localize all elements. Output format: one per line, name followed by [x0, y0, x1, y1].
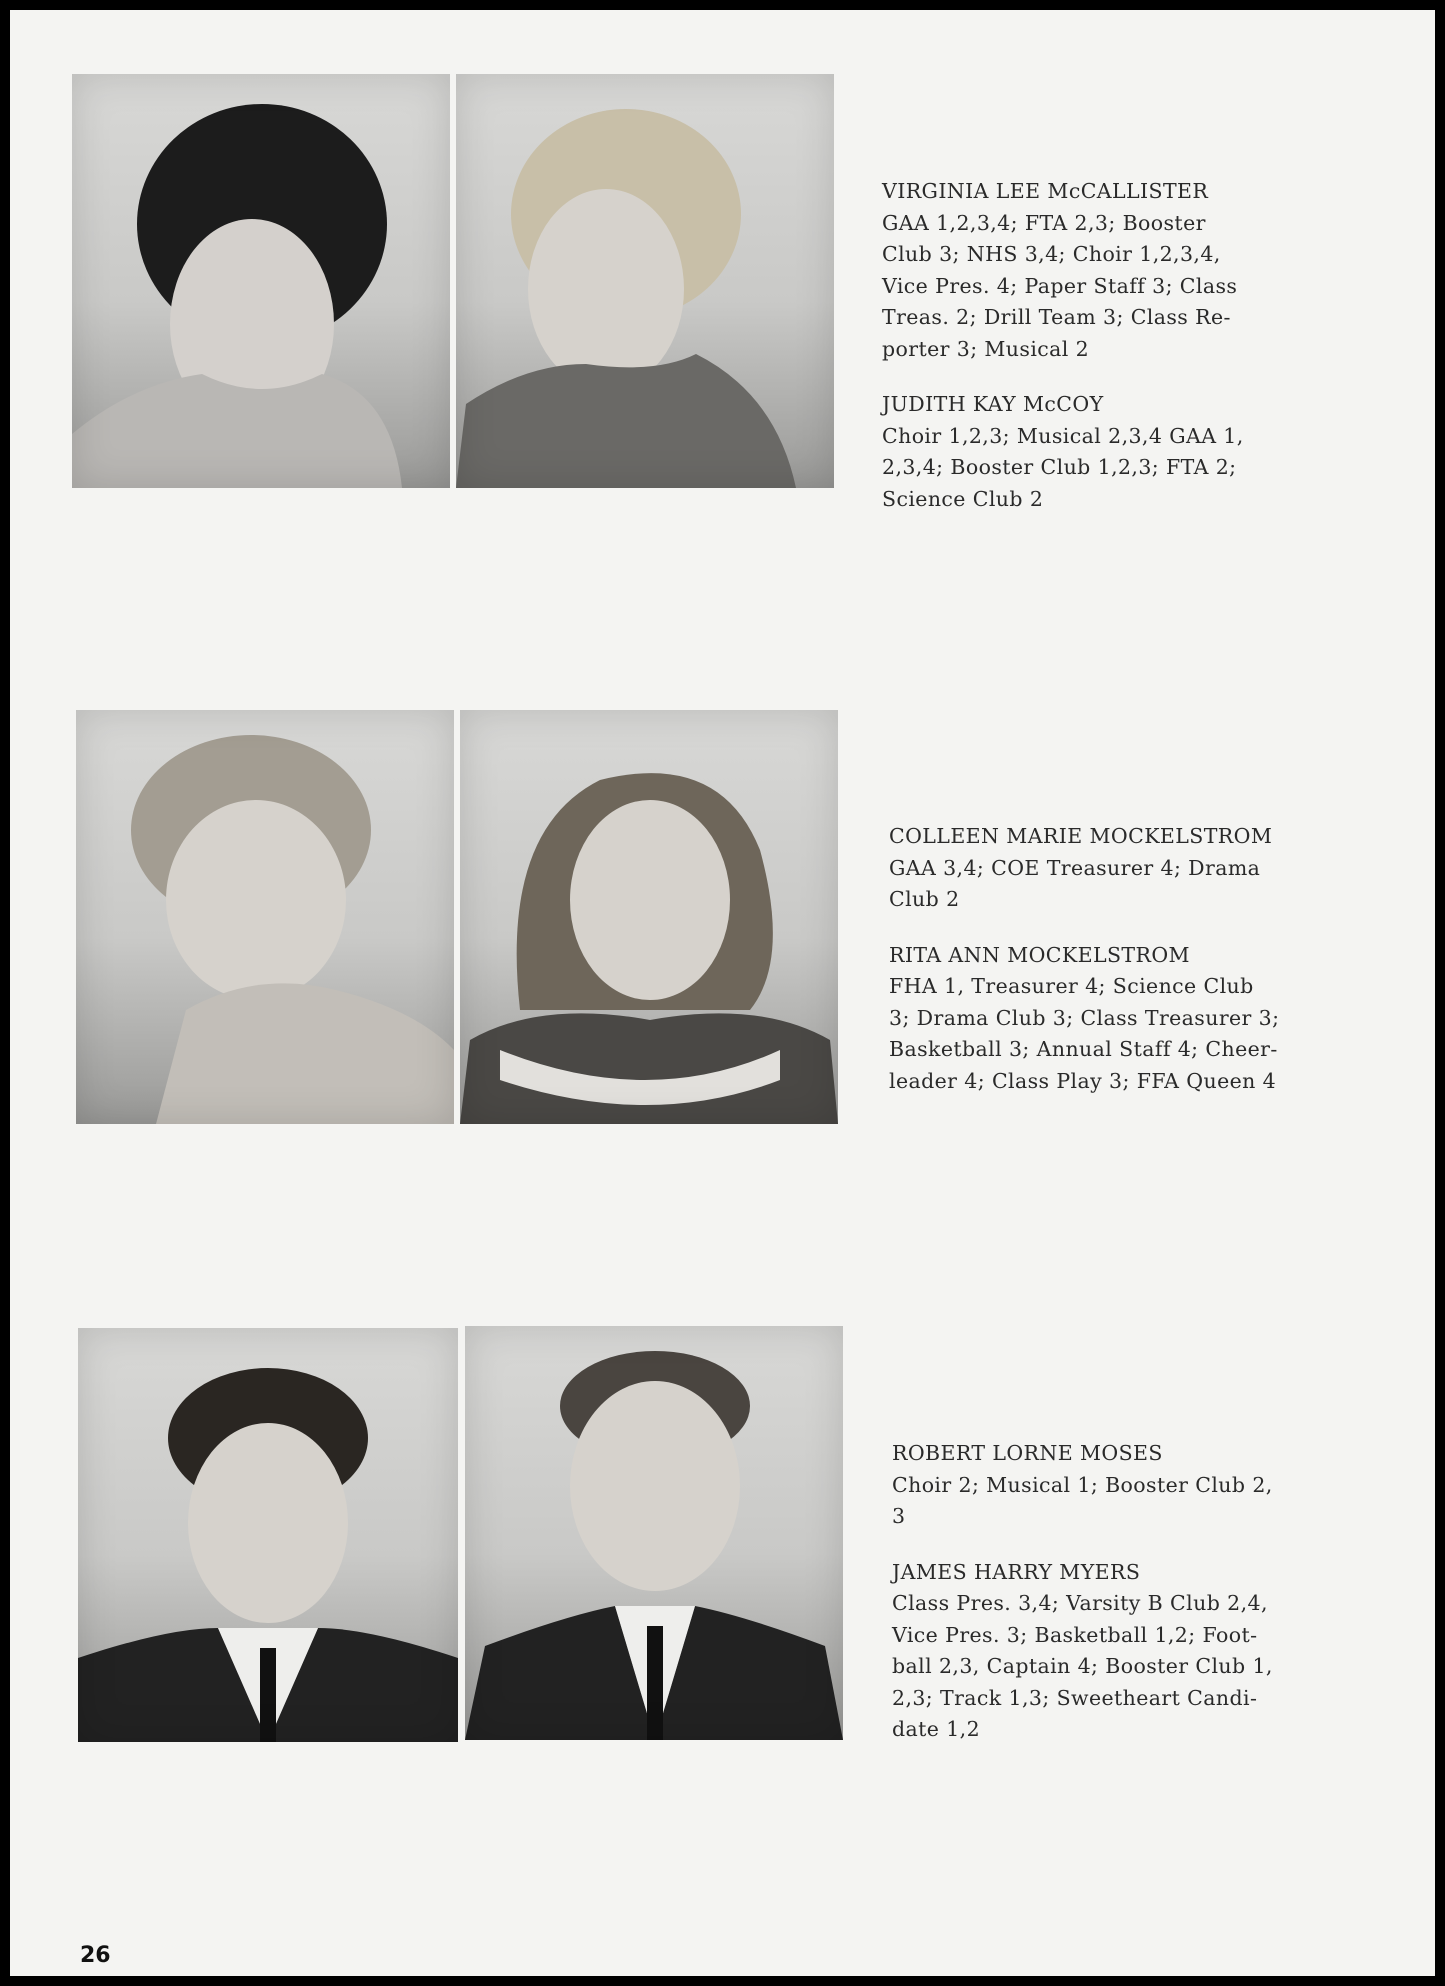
student-entry [882, 176, 1244, 365]
student-activities: Class Pres. 3,4; Varsity B Club 2,4, Vice Pres. 3; Basketball 1,2; Foot- ball 2,3, Captain 4; Booster Club 1, 2,3; Track 1,3; Sweetheart Candi- date 1,2 [892, 1591, 1273, 1741]
student-name: RITA ANN MOCKELSTROM [889, 942, 1190, 967]
student-name: COLLEEN MARIE MOCKELSTROM [889, 824, 1273, 848]
portrait-photo-colleen-mockelstrom [76, 710, 454, 1124]
portrait-photo-myers [465, 1326, 843, 1740]
student-name: JAMES HARRY MYERS [892, 1559, 1141, 1584]
bio-group-row-1 [882, 176, 1244, 539]
portrait-photo-rita-mockelstrom [460, 710, 838, 1124]
student-entry [882, 389, 1244, 515]
student-name: JUDITH KAY McCOY [882, 392, 1104, 416]
page-number: 26 [80, 1943, 111, 1968]
student-entry [892, 1438, 1273, 1533]
student-activities: Choir 1,2,3; Musical 2,3,4 GAA 1, 2,3,4; Booster Club 1,2,3; FTA 2; Science Club 2 [882, 423, 1244, 511]
yearbook-page [10, 10, 1435, 1976]
student-name: ROBERT LORNE MOSES [892, 1441, 1163, 1465]
student-activities: GAA 1,2,3,4; FTA 2,3; Booster Club 3; NHS 3,4; Choir 1,2,3,4, Vice Pres. 4; Paper Staff 3; Class Treas. 2; Drill Team 3; Class Re- porter 3; Musical 2 [882, 210, 1238, 361]
bio-group-row-3 [892, 1438, 1273, 1770]
student-activities: FHA 1, Treasurer 4; Science Club 3; Drama Club 3; Class Treasurer 3; Basketball 3; Annual Staff 4; Cheer- leader 4; Class Play 3; FFA Queen 4 [889, 974, 1280, 1093]
student-entry [889, 821, 1279, 916]
student-name: VIRGINIA LEE McCALLISTER [882, 179, 1209, 203]
student-activities: Choir 2; Musical 1; Booster Club 2, 3 [892, 1472, 1273, 1528]
portrait-photo-mccoy [456, 74, 834, 488]
portrait-photo-moses [78, 1328, 458, 1742]
student-activities: GAA 3,4; COE Treasurer 4; Drama Club 2 [889, 855, 1261, 911]
portrait-photo-mccallister [72, 74, 450, 488]
student-entry [889, 940, 1279, 1098]
bio-group-row-2 [889, 821, 1279, 1121]
student-entry [892, 1557, 1273, 1746]
